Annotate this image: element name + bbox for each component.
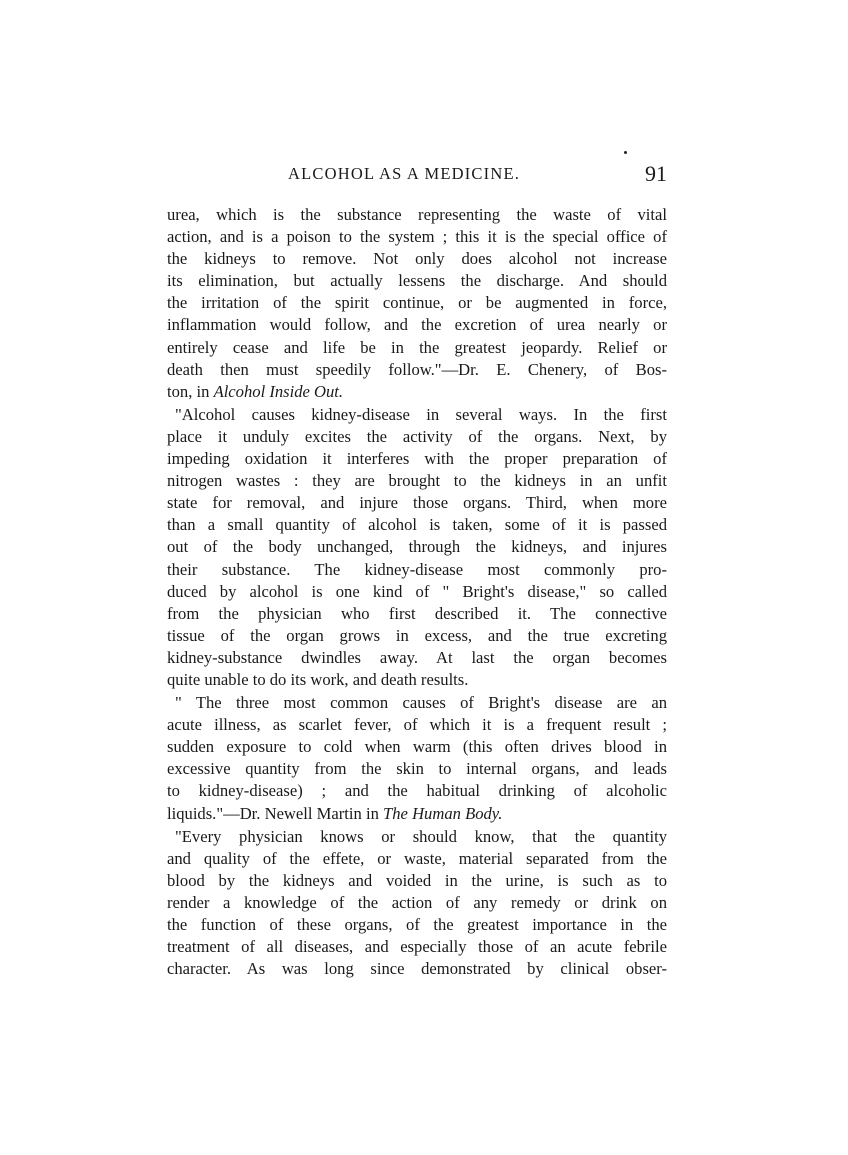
- text-line: than a small quantity of alcohol is taken, some of it is passed: [167, 515, 667, 535]
- paragraph-4: [167, 826, 667, 981]
- text-line: "Every physician knows or should know, that the quantity: [175, 826, 667, 846]
- page-number: 91: [645, 161, 667, 186]
- text-line: tissue of the organ grows in excess, and the true excreting: [167, 625, 667, 645]
- text-line: the function of these organs, of the greatest importance in the: [167, 915, 667, 934]
- paragraph-3: [167, 692, 667, 825]
- text-line: its elimination, but actually lessens the discharge. And should: [167, 271, 667, 291]
- citation-prefix: liquids."—Dr. Newell Martin in: [167, 803, 384, 823]
- text-line-last: [167, 803, 667, 825]
- text-line: the irritation of the spirit continue, or be augmented in force,: [167, 293, 667, 313]
- text-line: blood by the kidneys and voided in the urine, is such as to: [167, 870, 667, 890]
- text-line: from the physician who first described it. The connective: [167, 603, 667, 623]
- text-line: place it unduly excites the activity of the organs. Next, by: [167, 426, 667, 446]
- text-line: inflammation would follow, and the excretion of urea nearly or: [167, 315, 667, 335]
- text-line: impeding oxidation it interferes with the proper preparation of: [167, 449, 667, 469]
- text-line: acute illness, as scarlet fever, of which it is a frequent result ;: [167, 715, 667, 735]
- page-header: [167, 161, 667, 190]
- text-line: "Alcohol causes kidney-disease in several ways. In the first: [175, 404, 667, 424]
- paragraph-1: [167, 204, 667, 403]
- citation-prefix: ton, in: [167, 381, 214, 401]
- text-line: death then must speedily follow."—Dr. E. Chenery, of Bos-: [167, 359, 667, 379]
- text-line: duced by alcohol is one kind of " Bright's disease," so called: [167, 581, 667, 601]
- text-line: render a knowledge of the action of any remedy or drink on: [167, 892, 667, 912]
- paragraph-2: [167, 404, 667, 691]
- book-title: Alcohol Inside Out.: [213, 381, 344, 401]
- text-line: urea, which is the substance representing the waste of vital: [167, 205, 667, 224]
- print-speck: [624, 151, 627, 154]
- text-line: action, and is a poison to the system ; this it is the special office of: [167, 227, 667, 247]
- text-line: nitrogen wastes : they are brought to the kidneys in an unfit: [167, 471, 667, 491]
- text-line: state for removal, and injure those organs. Third, when more: [167, 493, 667, 513]
- text-line-last: quite unable to do its work, and death results.: [167, 669, 469, 689]
- text-line: excessive quantity from the skin to internal organs, and leads: [167, 759, 667, 779]
- text-line: kidney-substance dwindles away. At last the organ becomes: [167, 647, 667, 667]
- text-line: sudden exposure to cold when warm (this often drives blood in: [167, 737, 667, 757]
- text-line: character. As was long since demonstrated by clinical obser-: [167, 959, 667, 979]
- running-title: ALCOHOL AS A MEDICINE.: [288, 164, 521, 183]
- text-line: their substance. The kidney-disease most commonly pro-: [167, 559, 667, 579]
- text-line: and quality of the effete, or waste, material separated from the: [167, 848, 667, 868]
- text-line: treatment of all diseases, and especially those of an acute febrile: [167, 937, 667, 957]
- text-line: " The three most common causes of Bright's disease are an: [175, 693, 667, 713]
- body-text: [167, 204, 667, 980]
- text-line: the kidneys to remove. Not only does alcohol not increase: [167, 249, 667, 269]
- text-line-last: [167, 381, 667, 403]
- text-line: entirely cease and life be in the greatest jeopardy. Relief or: [167, 337, 667, 357]
- book-title: The Human Body.: [383, 803, 503, 823]
- text-line: to kidney-disease) ; and the habitual drinking of alcoholic: [167, 781, 667, 801]
- text-line: out of the body unchanged, through the kidneys, and injures: [167, 537, 667, 557]
